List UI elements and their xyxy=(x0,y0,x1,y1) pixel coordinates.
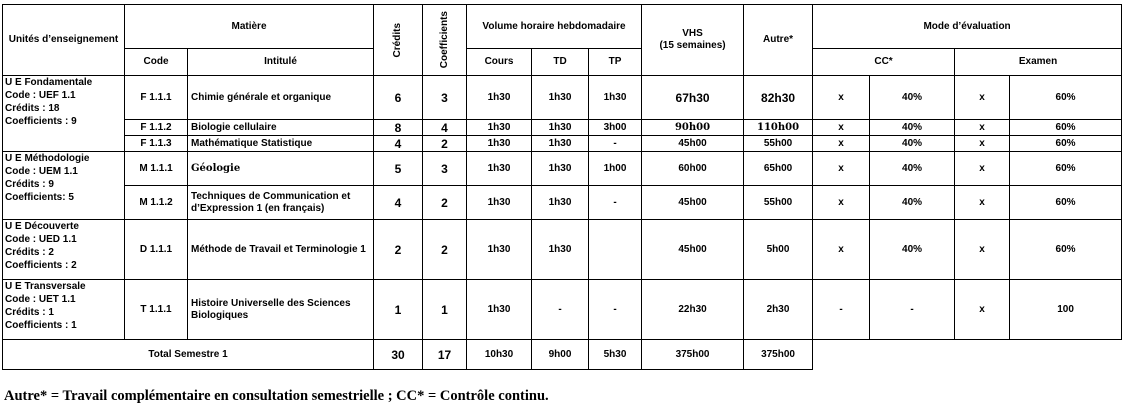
total-cours: 10h30 xyxy=(467,340,532,370)
ue-line: Crédits : 2 xyxy=(5,247,54,258)
td-cell: 1h30 xyxy=(532,220,589,280)
credits-cell: 5 xyxy=(374,152,423,186)
cours-cell: 1h30 xyxy=(467,186,532,220)
header-code: Code xyxy=(125,49,188,76)
vhs-cell: 45h00 xyxy=(642,136,744,152)
td-cell: 1h30 xyxy=(532,186,589,220)
td-cell: 1h30 xyxy=(532,76,589,120)
table-row xyxy=(3,152,1122,186)
code-cell: D 1.1.1 xyxy=(125,220,188,280)
coef-cell: 2 xyxy=(423,136,467,152)
footnote: Autre* = Travail complémentaire en consultation semestrielle ; CC* = Contrôle continu. xyxy=(4,388,549,404)
tp-cell: 3h00 xyxy=(589,120,642,136)
coef-cell: 3 xyxy=(423,152,467,186)
exam-mark-cell: x xyxy=(955,186,1010,220)
coef-cell: 1 xyxy=(423,280,467,340)
intitule-cell: Biologie cellulaire xyxy=(188,120,374,136)
header-cours: Cours xyxy=(467,49,532,76)
cours-cell: 1h30 xyxy=(467,76,532,120)
vhs-cell: 22h30 xyxy=(642,280,744,340)
cc-mark-cell: x xyxy=(813,76,870,120)
cc-mark-cell: x xyxy=(813,152,870,186)
table-row xyxy=(3,120,1122,136)
table-row xyxy=(3,76,1122,120)
table-row xyxy=(3,280,1122,340)
cours-cell: 1h30 xyxy=(467,220,532,280)
code-cell: M 1.1.2 xyxy=(125,186,188,220)
total-coef: 17 xyxy=(423,340,467,370)
code-cell: F 1.1.1 xyxy=(125,76,188,120)
ue-line: Coefficients : 9 xyxy=(5,116,77,127)
exam-mark-cell: x xyxy=(955,120,1010,136)
ue-line: U E Méthodologie xyxy=(5,153,90,164)
ue-line: Code : UEF 1.1 xyxy=(5,90,76,101)
tp-cell: 1h30 xyxy=(589,76,642,120)
total-empty xyxy=(813,340,1122,370)
exam-mark-cell: x xyxy=(955,76,1010,120)
td-cell: 1h30 xyxy=(532,120,589,136)
credits-cell: 1 xyxy=(374,280,423,340)
ue-line: Coefficients : 1 xyxy=(5,320,77,331)
exam-mark-cell: x xyxy=(955,280,1010,340)
cc-percent-cell: 40% xyxy=(870,152,955,186)
header-credits: Crédits xyxy=(374,5,423,76)
code-cell: F 1.1.2 xyxy=(125,120,188,136)
exam-mark-cell: x xyxy=(955,136,1010,152)
cc-percent-cell: - xyxy=(870,280,955,340)
tp-cell: 1h00 xyxy=(589,152,642,186)
autre-cell: 65h00 xyxy=(744,152,813,186)
cc-percent-cell: 40% xyxy=(870,120,955,136)
total-label: Total Semestre 1 xyxy=(3,340,374,370)
total-credits: 30 xyxy=(374,340,423,370)
header-tp: TP xyxy=(589,49,642,76)
exam-percent-cell: 60% xyxy=(1010,186,1122,220)
intitule-cell: Mathématique Statistique xyxy=(188,136,374,152)
header-ue: Unités d’enseignement xyxy=(3,5,125,76)
table-row xyxy=(3,186,1122,220)
cours-cell: 1h30 xyxy=(467,120,532,136)
td-cell: - xyxy=(532,280,589,340)
code-cell: T 1.1.1 xyxy=(125,280,188,340)
curriculum-table-container xyxy=(2,4,1076,370)
header-intitule: Intitulé xyxy=(188,49,374,76)
cc-mark-cell: - xyxy=(813,280,870,340)
header-matiere: Matière xyxy=(125,5,374,49)
cc-percent-cell: 40% xyxy=(870,76,955,120)
vhs-cell: 45h00 xyxy=(642,186,744,220)
credits-cell: 4 xyxy=(374,186,423,220)
cc-mark-cell: x xyxy=(813,186,870,220)
total-autre: 375h00 xyxy=(744,340,813,370)
ue-line: U E Découverte xyxy=(5,221,79,232)
exam-percent-cell: 60% xyxy=(1010,76,1122,120)
coef-cell: 3 xyxy=(423,76,467,120)
credits-cell: 6 xyxy=(374,76,423,120)
tp-cell xyxy=(589,220,642,280)
vhs-cell: 67h30 xyxy=(642,76,744,120)
table-row xyxy=(3,220,1122,280)
exam-percent-cell: 60% xyxy=(1010,120,1122,136)
tp-cell: - xyxy=(589,280,642,340)
ue-line: Code : UET 1.1 xyxy=(5,294,76,305)
coef-cell: 4 xyxy=(423,120,467,136)
credits-cell: 4 xyxy=(374,136,423,152)
coef-cell: 2 xyxy=(423,220,467,280)
ue-line: Coefficients : 2 xyxy=(5,260,77,271)
total-td: 9h00 xyxy=(532,340,589,370)
ue-line: U E Transversale xyxy=(5,281,86,292)
exam-percent-cell: 60% xyxy=(1010,220,1122,280)
autre-cell: 55h00 xyxy=(744,186,813,220)
autre-cell: 82h30 xyxy=(744,76,813,120)
cours-cell: 1h30 xyxy=(467,280,532,340)
coef-cell: 2 xyxy=(423,186,467,220)
autre-cell: 55h00 xyxy=(744,136,813,152)
code-cell: M 1.1.1 xyxy=(125,152,188,186)
autre-cell: 5h00 xyxy=(744,220,813,280)
intitule-cell: Chimie générale et organique xyxy=(188,76,374,120)
cc-mark-cell: x xyxy=(813,220,870,280)
exam-percent-cell: 60% xyxy=(1010,136,1122,152)
autre-cell: 2h30 xyxy=(744,280,813,340)
total-vhs: 375h00 xyxy=(642,340,744,370)
ue-line: Crédits : 9 xyxy=(5,179,54,190)
intitule-cell: Géologie xyxy=(188,152,374,186)
header-td: TD xyxy=(532,49,589,76)
table-row xyxy=(3,136,1122,152)
ue-line: Code : UED 1.1 xyxy=(5,234,77,245)
header-cc: CC* xyxy=(813,49,955,76)
vhs-cell: 45h00 xyxy=(642,220,744,280)
header-volume: Volume horaire hebdomadaire xyxy=(467,5,642,49)
autre-cell: 110h00 xyxy=(744,120,813,136)
cours-cell: 1h30 xyxy=(467,152,532,186)
exam-percent-cell: 100 xyxy=(1010,280,1122,340)
intitule-cell: Techniques de Communication et d’Expression 1 (en français) xyxy=(188,186,374,220)
cc-percent-cell: 40% xyxy=(870,220,955,280)
total-tp: 5h30 xyxy=(589,340,642,370)
credits-cell: 8 xyxy=(374,120,423,136)
exam-mark-cell: x xyxy=(955,152,1010,186)
td-cell: 1h30 xyxy=(532,152,589,186)
ue-line: Crédits : 18 xyxy=(5,103,60,114)
header-examen: Examen xyxy=(955,49,1122,76)
ue-line: Crédits : 1 xyxy=(5,307,54,318)
header-autre: Autre* xyxy=(744,5,813,76)
td-cell: 1h30 xyxy=(532,136,589,152)
ue-line: U E Fondamentale xyxy=(5,77,93,88)
ue-cell-methodologie xyxy=(3,152,125,220)
exam-mark-cell: x xyxy=(955,220,1010,280)
ue-cell-decouverte xyxy=(3,220,125,280)
cc-percent-cell: 40% xyxy=(870,186,955,220)
code-cell: F 1.1.3 xyxy=(125,136,188,152)
ue-cell-transversale xyxy=(3,280,125,340)
ue-line: Coefficients: 5 xyxy=(5,192,74,203)
ue-cell-fondamentale xyxy=(3,76,125,152)
header-mode: Mode d’évaluation xyxy=(813,5,1122,49)
credits-cell: 2 xyxy=(374,220,423,280)
vhs-cell: 90h00 xyxy=(642,120,744,136)
vhs-cell: 60h00 xyxy=(642,152,744,186)
header-vhs: VHS (15 semaines) xyxy=(642,5,744,76)
intitule-cell: Méthode de Travail et Terminologie 1 xyxy=(188,220,374,280)
tp-cell: - xyxy=(589,136,642,152)
cc-mark-cell: x xyxy=(813,136,870,152)
header-coefficients: Coefficients xyxy=(423,5,467,76)
cours-cell: 1h30 xyxy=(467,136,532,152)
tp-cell: - xyxy=(589,186,642,220)
ue-line: Code : UEM 1.1 xyxy=(5,166,78,177)
curriculum-table xyxy=(2,4,1122,370)
total-row xyxy=(3,340,1122,370)
cc-mark-cell: x xyxy=(813,120,870,136)
cc-percent-cell: 40% xyxy=(870,136,955,152)
exam-percent-cell: 60% xyxy=(1010,152,1122,186)
intitule-cell: Histoire Universelle des Sciences Biologiques xyxy=(188,280,374,340)
